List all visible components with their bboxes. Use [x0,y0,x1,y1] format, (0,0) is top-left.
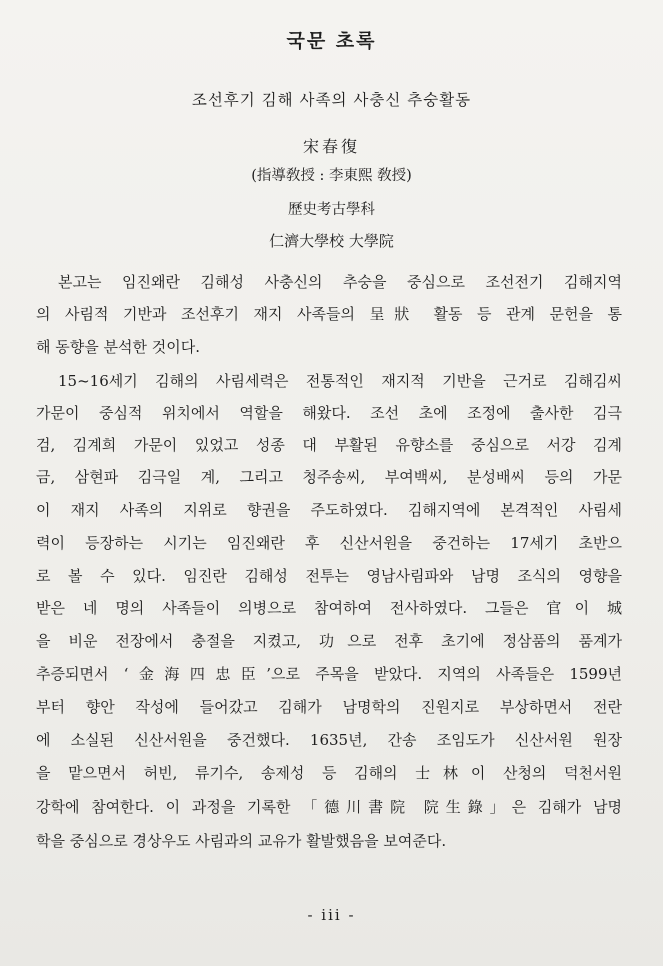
body-line: 받은 네 명의 사족들이 의병으로 참여하여 전사하였다. 그들은 官이 城 [36,599,622,617]
body-line: 로 볼 수 있다. 임진란 김해성 전투는 영남사림파와 남명 조식의 영향을 [36,567,622,585]
advisor-line: (指導敎授 : 李東熙 敎授) [251,168,412,184]
body-line: 추증되면서 ‘金海四忠臣’으로 주목을 받았다. 지역의 사족들은 1599년 [36,665,622,683]
body-line: 강학에 참여한다. 이 과정을 기록한 「德川書院 院生錄」은 김해가 남명 [36,798,622,816]
page-number: - iii - [307,906,356,924]
thesis-title: 조선후기 김해 사족의 사충신 추숭활동 [191,91,472,109]
body-line: 15~16세기 김해의 사림세력은 전통적인 재지적 기반을 근거로 김해김씨 [58,372,622,390]
body-line: 력이 등장하는 시기는 임진왜란 후 신산서원을 중건하는 17세기 초반으 [36,534,622,552]
body-line: 에 소실된 신산서원을 중건했다. 1635년, 간송 조임도가 신산서원 원장 [36,731,622,749]
department-name: 歷史考古學科 [288,202,375,218]
body-line: 학을 중심으로 경상우도 사림과의 교유가 활발했음을 보여준다. [36,832,447,850]
body-line: 검, 김계희 가문이 있었고 성종 대 부활된 유향소를 중심으로 서강 김계 [36,436,622,454]
body-line: 금, 삼현파 김극일 계, 그리고 청주송씨, 부여백씨, 분성배씨 등의 가문 [36,468,622,486]
body-line: 의 사림적 기반과 조선후기 재지 사족들의 呈狀 활동 등 관계 문헌을 통 [36,305,622,323]
page-title: 국문 초록 [286,30,377,52]
body-line: 가문이 중심적 위치에서 역할을 해왔다. 조선 초에 조정에 출사한 김극 [36,404,622,422]
body-line: 부터 향안 작성에 들어갔고 김해가 남명학의 진원지로 부상하면서 전란 [36,698,622,716]
author-name: 宋春復 [302,137,360,156]
school-name: 仁濟大學校 大學院 [269,232,394,250]
body-line: 해 동향을 분석한 것이다. [36,338,200,356]
body-line: 이 재지 사족의 지위로 향권을 주도하였다. 김해지역에 본격적인 사림세 [36,501,622,519]
body-line: 을 비운 전장에서 충절을 지켰고, 功으로 전후 초기에 정삼품의 품계가 [36,632,622,650]
body-line: 을 맡으면서 허빈, 류기수, 송제성 등 김해의 士林이 산청의 덕천서원 [36,764,622,782]
body-line: 본고는 임진왜란 김해성 사충신의 추숭을 중심으로 조선전기 김해지역 [58,273,622,291]
